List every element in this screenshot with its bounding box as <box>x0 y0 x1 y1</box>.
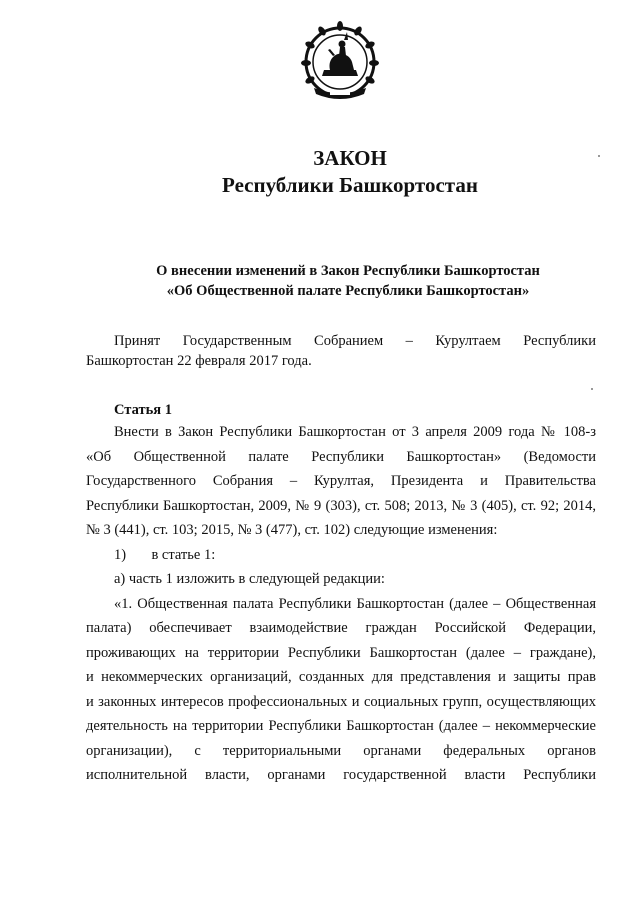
article-body <box>86 420 596 788</box>
adoption-line-1: Принят Государственным Собранием – Курултаем Республики <box>114 333 596 349</box>
document-subject <box>86 261 610 301</box>
body-line: проживающих на территории Республики Башкортостан (далее – граждане), <box>86 644 596 661</box>
body-line: Государственного Собрания – Курултая, Президента и Правительства <box>86 473 596 489</box>
body-line: деятельность на территории Республики Башкортостан (далее – некоммерческие <box>86 718 596 734</box>
body-line: № 3 (441), ст. 103; 2015, № 3 (477), ст. 102) следующие изменения: <box>86 522 498 538</box>
body-line: Внести в Закон Республики Башкортостан от 3 апреля 2009 года № 108-з <box>114 424 596 440</box>
adoption-note <box>86 331 596 371</box>
subject-line-1: О внесении изменений в Закон Республики Башкортостан <box>156 263 540 279</box>
scan-speck <box>598 155 600 157</box>
document-subtitle: Республики Башкортостан <box>222 173 478 197</box>
body-line: палата) обеспечивает взаимодействие граждан Российской Федерации, <box>86 620 596 636</box>
body-line: «Об Общественной палате Республики Башкортостан» (Ведомости <box>86 448 596 465</box>
document-title: ЗАКОН <box>313 146 387 170</box>
body-line: «1. Общественная палата Республики Башкортостан (далее – Общественная <box>114 595 596 612</box>
body-line: Республики Башкортостан, 2009, № 9 (303), ст. 508; 2013, № 3 (405), ст. 92; 2014, <box>86 497 596 514</box>
subject-line-2: «Об Общественной палате Республики Башкортостан» <box>166 283 530 299</box>
body-line: а) часть 1 изложить в следующей редакции: <box>114 571 385 587</box>
body-line: организации), с территориальными органами федеральных органов <box>86 742 596 759</box>
body-line: и некоммерческих организаций, созданных для представления и защиты прав <box>86 669 596 685</box>
article-heading: Статья 1 <box>114 402 172 418</box>
body-line: и законных интересов профессиональных и социальных групп, осуществляющих <box>86 693 596 710</box>
body-line: 1) в статье 1: <box>114 546 216 563</box>
coat-of-arms-icon <box>300 20 380 110</box>
adoption-line-2: Башкортостан 22 февраля 2017 года. <box>86 353 312 369</box>
body-line: исполнительной власти, органами государственной власти Республики <box>86 767 596 783</box>
scan-speck <box>591 388 593 390</box>
